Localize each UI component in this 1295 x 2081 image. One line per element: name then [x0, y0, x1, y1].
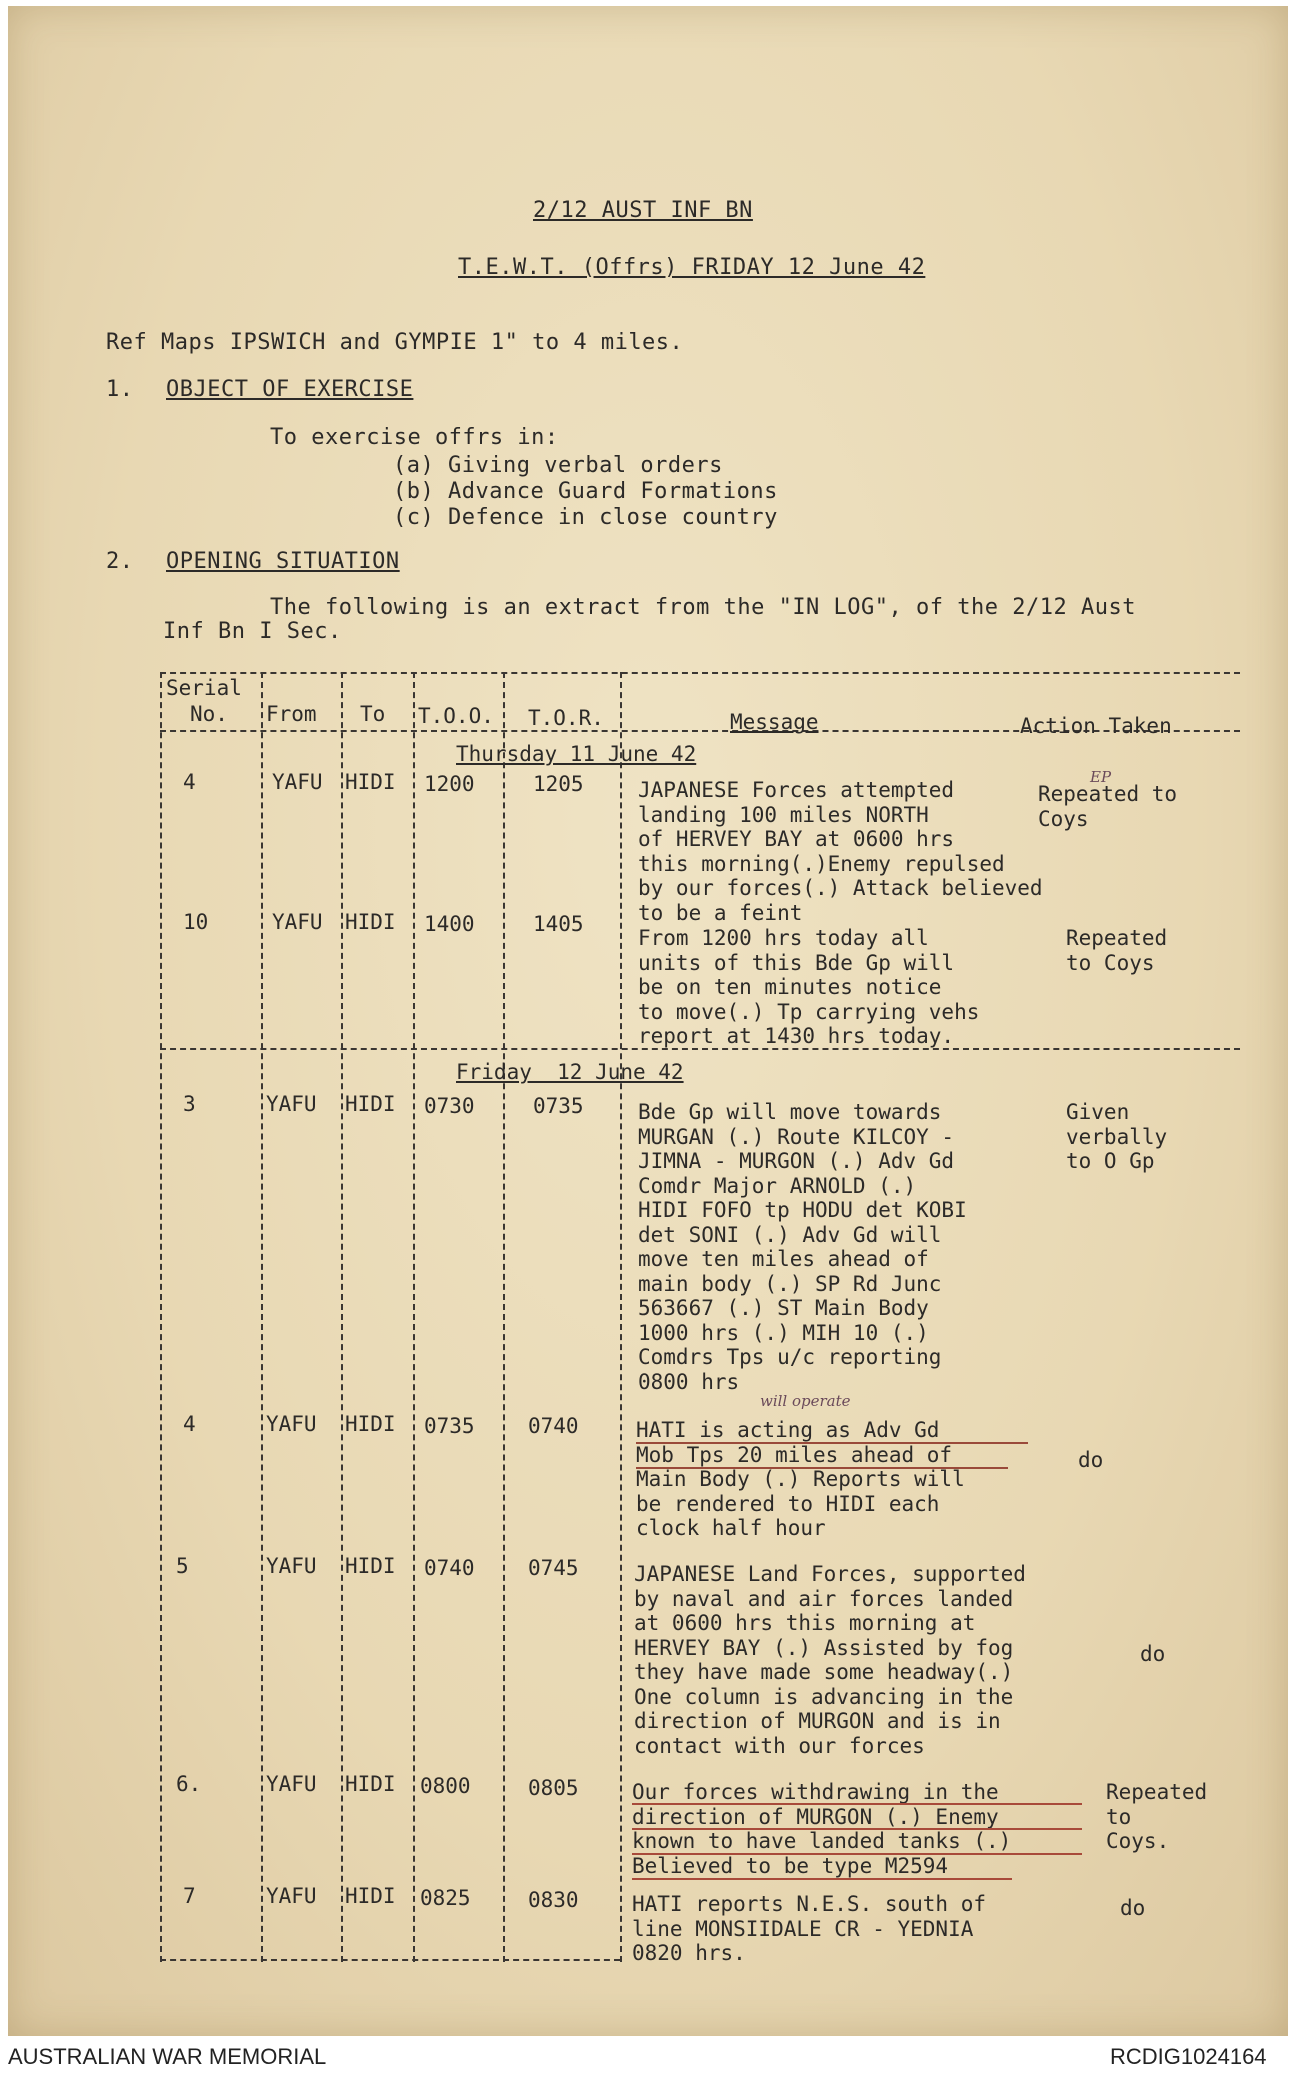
row2-to: HIDI: [345, 910, 396, 934]
row7-to: HIDI: [345, 1884, 396, 1908]
row1-too: 1200: [424, 772, 475, 796]
exercise-title: T.E.W.T. (Offrs) FRIDAY 12 June 42: [458, 255, 926, 280]
row2-message: From 1200 hrs today all units of this Bde Gp will be on ten minutes notice to move(.) Tp carrying vehs report at 1430 hrs today.: [638, 926, 980, 1048]
table-left-border: [160, 672, 162, 1962]
section2-title: OPENING SITUATION: [166, 549, 400, 574]
row4-too: 0735: [424, 1414, 475, 1438]
section1-intro: To exercise offrs in:: [270, 425, 559, 450]
row7-message: HATI reports N.E.S. south of line MONSIIDALE CR - YEDNIA 0820 hrs.: [632, 1892, 987, 1965]
header-too: T.O.O.: [418, 704, 494, 728]
row3-action: Given verbally to O Gp: [1066, 1100, 1168, 1173]
section2-line1: The following is an extract from the "IN LOG", of the 2/12 Aust: [270, 595, 1136, 620]
footer-left: AUSTRALIAN WAR MEMORIAL: [8, 2044, 327, 2069]
row5-to: HIDI: [345, 1554, 396, 1578]
header-no: No.: [190, 702, 228, 726]
annotation-ep: EP: [1090, 768, 1112, 786]
redline-row4-2: [636, 1467, 1008, 1469]
redline-row6-4: [632, 1878, 1012, 1880]
row3-tor: 0735: [533, 1094, 584, 1118]
row7-too: 0825: [420, 1886, 471, 1910]
col-to-border: [341, 672, 343, 1962]
header-to: To: [360, 702, 386, 726]
redline-row4-1: [636, 1442, 1028, 1444]
col-from-border: [261, 672, 263, 1962]
row4-tor: 0740: [528, 1414, 579, 1438]
table-bottom-line: [160, 1959, 620, 1961]
header-serial: Serial: [166, 676, 242, 700]
document-page: [8, 6, 1288, 2036]
annotation-will-operate: will operate: [760, 1392, 851, 1410]
row5-too: 0740: [424, 1556, 475, 1580]
row2-too: 1400: [424, 912, 475, 936]
section1-number: 1.: [106, 377, 134, 402]
row3-message: Bde Gp will move towards MURGAN (.) Route KILCOY - JIMNA - MURGON (.) Adv Gd Comdr Major ARNOLD (.) HIDI FOFO tp HODU det KOBI det SONI (.) Adv Gd will move ten miles ahead of main body (.) SP Rd Junc 563667 (.) ST Main Body 1000 hrs (.) MIH 10 (.) Comdrs Tps u/c reporting 0800 hrs: [638, 1100, 967, 1394]
row1-to: HIDI: [345, 770, 396, 794]
redline-row6-1: [632, 1803, 1082, 1805]
row6-from: YAFU: [266, 1772, 317, 1796]
row1-serial: 4: [183, 770, 196, 794]
row6-serial: 6.: [176, 1772, 202, 1796]
row3-to: HIDI: [345, 1092, 396, 1116]
header-tor: T.O.R.: [528, 706, 604, 730]
section1-title: OBJECT OF EXERCISE: [166, 377, 414, 402]
header-action: Action Taken: [1020, 714, 1172, 738]
row3-too: 0730: [424, 1094, 475, 1118]
row7-from: YAFU: [266, 1884, 317, 1908]
row1-message: JAPANESE Forces attempted landing 100 miles NORTH of HERVEY BAY at 0600 hrs this morning(.)Enemy repulsed by our forces(.) Attack believed to be a feint: [638, 778, 1043, 925]
row6-to: HIDI: [345, 1772, 396, 1796]
row6-tor: 0805: [528, 1776, 579, 1800]
header-from: From: [266, 702, 317, 726]
row5-from: YAFU: [266, 1554, 317, 1578]
section2-line2: Inf Bn I Sec.: [163, 619, 342, 644]
col-too-border: [413, 672, 415, 1962]
col-message-border: [620, 672, 622, 1962]
day-friday: Friday 12 June 42: [456, 1060, 684, 1084]
col-tor-border: [503, 672, 505, 1962]
row1-action: Repeated to Coys: [1038, 782, 1178, 831]
row7-action: do: [1120, 1896, 1146, 1920]
section1-item-a: (a) Giving verbal orders: [393, 453, 723, 478]
day-thursday: Thursday 11 June 42: [456, 742, 697, 766]
redline-row6-3: [632, 1853, 1082, 1855]
ref-maps: Ref Maps IPSWICH and GYMPIE 1" to 4 miles.: [106, 330, 684, 355]
row5-message: JAPANESE Land Forces, supported by naval and air forces landed at 0600 hrs this morning at HERVEY BAY (.) Assisted by fog they have made some headway(.) One column is advancing in the direction of MURGON and is in contact with our forces: [634, 1562, 1026, 1758]
row4-message: HATI is acting as Adv Gd Mob Tps 20 miles ahead of Main Body (.) Reports will be rendered to HIDI each clock half hour: [636, 1418, 965, 1540]
row5-tor: 0745: [528, 1556, 579, 1580]
row4-action: do: [1078, 1448, 1104, 1472]
row6-action: Repeated to Coys.: [1106, 1780, 1208, 1853]
footer-right: RCDIG1024164: [1110, 2044, 1267, 2069]
row5-serial: 5: [176, 1554, 189, 1578]
section1-item-b: (b) Advance Guard Formations: [393, 479, 778, 504]
redline-row6-2: [632, 1828, 1082, 1830]
row1-from: YAFU: [272, 770, 323, 794]
row2-action: Repeated to Coys: [1066, 926, 1168, 975]
row7-serial: 7: [183, 1884, 196, 1908]
unit-title: 2/12 AUST INF BN: [533, 198, 753, 223]
section1-item-c: (c) Defence in close country: [393, 505, 778, 530]
row3-from: YAFU: [266, 1092, 317, 1116]
row2-from: YAFU: [272, 910, 323, 934]
row6-message: Our forces withdrawing in the direction of MURGON (.) Enemy known to have landed tanks (.) Believed to be type M2594: [632, 1780, 1012, 1878]
row2-tor: 1405: [533, 912, 584, 936]
table-top-line: [160, 672, 1240, 674]
row2-serial: 10: [183, 910, 209, 934]
row4-from: YAFU: [266, 1412, 317, 1436]
row4-to: HIDI: [345, 1412, 396, 1436]
row4-serial: 4: [183, 1412, 196, 1436]
header-message: Message: [730, 710, 819, 734]
row1-tor: 1205: [533, 772, 584, 796]
row3-serial: 3: [183, 1092, 196, 1116]
row6-too: 0800: [420, 1774, 471, 1798]
row5-action: do: [1140, 1642, 1166, 1666]
section2-number: 2.: [106, 549, 134, 574]
row7-tor: 0830: [528, 1888, 579, 1912]
